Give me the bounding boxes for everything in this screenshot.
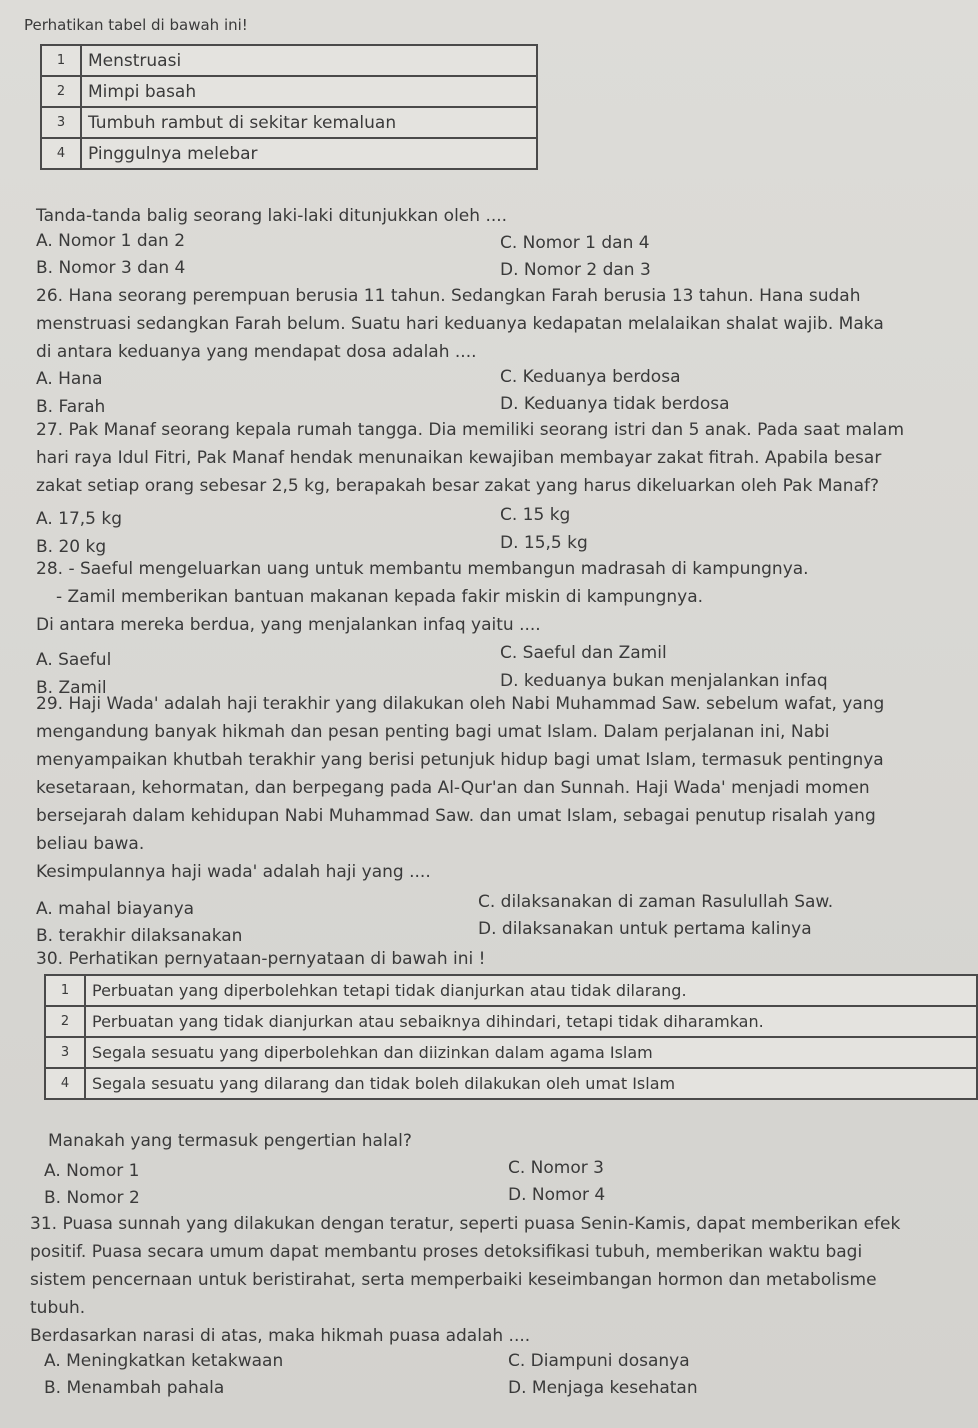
q26-option-d[interactable]: D. Keduanya tidak berdosa <box>500 394 730 414</box>
q28-option-a[interactable]: A. Saeful <box>36 650 112 670</box>
table-row: 4 Pinggulnya melebar <box>41 138 537 169</box>
q28-option-c[interactable]: C. Saeful dan Zamil <box>500 643 667 663</box>
q25-table <box>40 44 538 170</box>
q27-option-b[interactable]: B. 20 kg <box>36 537 107 557</box>
q27-option-c[interactable]: C. 15 kg <box>500 505 571 525</box>
q25-option-a[interactable]: A. Nomor 1 dan 2 <box>36 231 186 251</box>
q29-option-a[interactable]: A. mahal biayanya <box>36 899 195 919</box>
q25-option-b[interactable]: B. Nomor 3 dan 4 <box>36 258 186 278</box>
q31-stem: 31. Puasa sunnah yang dilakukan dengan teratur, seperti puasa Senin-Kamis, dapat memberikan efek positif. Puasa secara umum dapat membantu proses detoksifikasi tubuh, memberikan waktu bagi sistem pencernaan untuk beristirahat, serta memperbaiki keseimbangan hormon dan metabolisme tubuh. Berdasarkan narasi di atas, maka hikmah puasa adalah .... <box>30 1214 901 1346</box>
q31-option-a[interactable]: A. Meningkatkan ketakwaan <box>44 1351 284 1371</box>
table-row: 3 Tumbuh rambut di sekitar kemaluan <box>41 107 537 138</box>
q26-option-a[interactable]: A. Hana <box>36 369 103 389</box>
table-row: 2 Perbuatan yang tidak dianjurkan atau sebaiknya dihindari, tetapi tidak diharamkan. <box>45 1006 977 1037</box>
q30-option-a[interactable]: A. Nomor 1 <box>44 1161 140 1181</box>
q31-option-b[interactable]: B. Menambah pahala <box>44 1378 225 1398</box>
q25-intro: Perhatikan tabel di bawah ini! <box>24 16 248 34</box>
q25-question: Tanda-tanda balig seorang laki-laki ditunjukkan oleh .... <box>36 206 508 226</box>
q28-stem: 28. - Saeful mengeluarkan uang untuk membantu membangun madrasah di kampungnya. - Zamil memberikan bantuan makanan kepada fakir miskin di kampungnya. Di antara mereka berdua, yang menjalankan infaq yaitu .... <box>36 559 809 635</box>
q30-option-d[interactable]: D. Nomor 4 <box>508 1185 606 1205</box>
q27-option-a[interactable]: A. 17,5 kg <box>36 509 123 529</box>
q30-table <box>44 974 978 1100</box>
q28-option-d[interactable]: D. keduanya bukan menjalankan infaq <box>500 671 828 691</box>
q26-stem: 26. Hana seorang perempuan berusia 11 tahun. Sedangkan Farah berusia 13 tahun. Hana sudah menstruasi sedangkan Farah belum. Suatu hari keduanya kedapatan melalaikan shalat wajib. Maka di antara keduanya yang mendapat dosa adalah .... <box>36 286 884 362</box>
table-row: 2 Mimpi basah <box>41 76 537 107</box>
q27-option-d[interactable]: D. 15,5 kg <box>500 533 588 553</box>
q29-option-d[interactable]: D. dilaksanakan untuk pertama kalinya <box>478 919 812 939</box>
q25-option-c[interactable]: C. Nomor 1 dan 4 <box>500 233 650 253</box>
table-row: 1 Perbuatan yang diperbolehkan tetapi tidak dianjurkan atau tidak dilarang. <box>45 975 977 1006</box>
q26-option-b[interactable]: B. Farah <box>36 397 106 417</box>
table-row: 1 Menstruasi <box>41 45 537 76</box>
q30-option-b[interactable]: B. Nomor 2 <box>44 1188 140 1208</box>
q29-option-c[interactable]: C. dilaksanakan di zaman Rasulullah Saw. <box>478 892 834 912</box>
q30-intro: 30. Perhatikan pernyataan-pernyataan di bawah ini ! <box>36 949 486 969</box>
q27-stem: 27. Pak Manaf seorang kepala rumah tangga. Dia memiliki seorang istri dan 5 anak. Pada saat malam hari raya Idul Fitri, Pak Manaf hendak menunaikan kewajiban membayar zakat fitrah. Apabila besar zakat setiap orang sebesar 2,5 kg, berapakah besar zakat yang harus dikeluarkan oleh Pak Manaf? <box>36 420 905 496</box>
table-row: 4 Segala sesuatu yang dilarang dan tidak boleh dilakukan oleh umat Islam <box>45 1068 977 1099</box>
q31-option-d[interactable]: D. Menjaga kesehatan <box>508 1378 698 1398</box>
q29-stem: 29. Haji Wada' adalah haji terakhir yang dilakukan oleh Nabi Muhammad Saw. sebelum wafat, yang mengandung banyak hikmah dan pesan penting bagi umat Islam. Dalam perjalanan ini, Nabi menyampaikan khutbah terakhir yang berisi petunjuk hidup bagi umat Islam, termasuk pentingnya kesetaraan, kehormatan, dan berpegang pada Al-Qur'an dan Sunnah. Haji Wada' menjadi momen bersejarah dalam kehidupan Nabi Muhammad Saw. dan umat Islam, sebagai penutup risalah yang beliau bawa. Kesimpulannya haji wada' adalah haji yang .... <box>36 694 885 882</box>
q25-option-d[interactable]: D. Nomor 2 dan 3 <box>500 260 651 280</box>
q26-option-c[interactable]: C. Keduanya berdosa <box>500 367 681 387</box>
q30-option-c[interactable]: C. Nomor 3 <box>508 1158 604 1178</box>
q28-option-b[interactable]: B. Zamil <box>36 678 107 698</box>
q31-option-c[interactable]: C. Diampuni dosanya <box>508 1351 690 1371</box>
table-row: 3 Segala sesuatu yang diperbolehkan dan diizinkan dalam agama Islam <box>45 1037 977 1068</box>
q30-question: Manakah yang termasuk pengertian halal? <box>48 1131 412 1151</box>
q29-option-b[interactable]: B. terakhir dilaksanakan <box>36 926 243 946</box>
